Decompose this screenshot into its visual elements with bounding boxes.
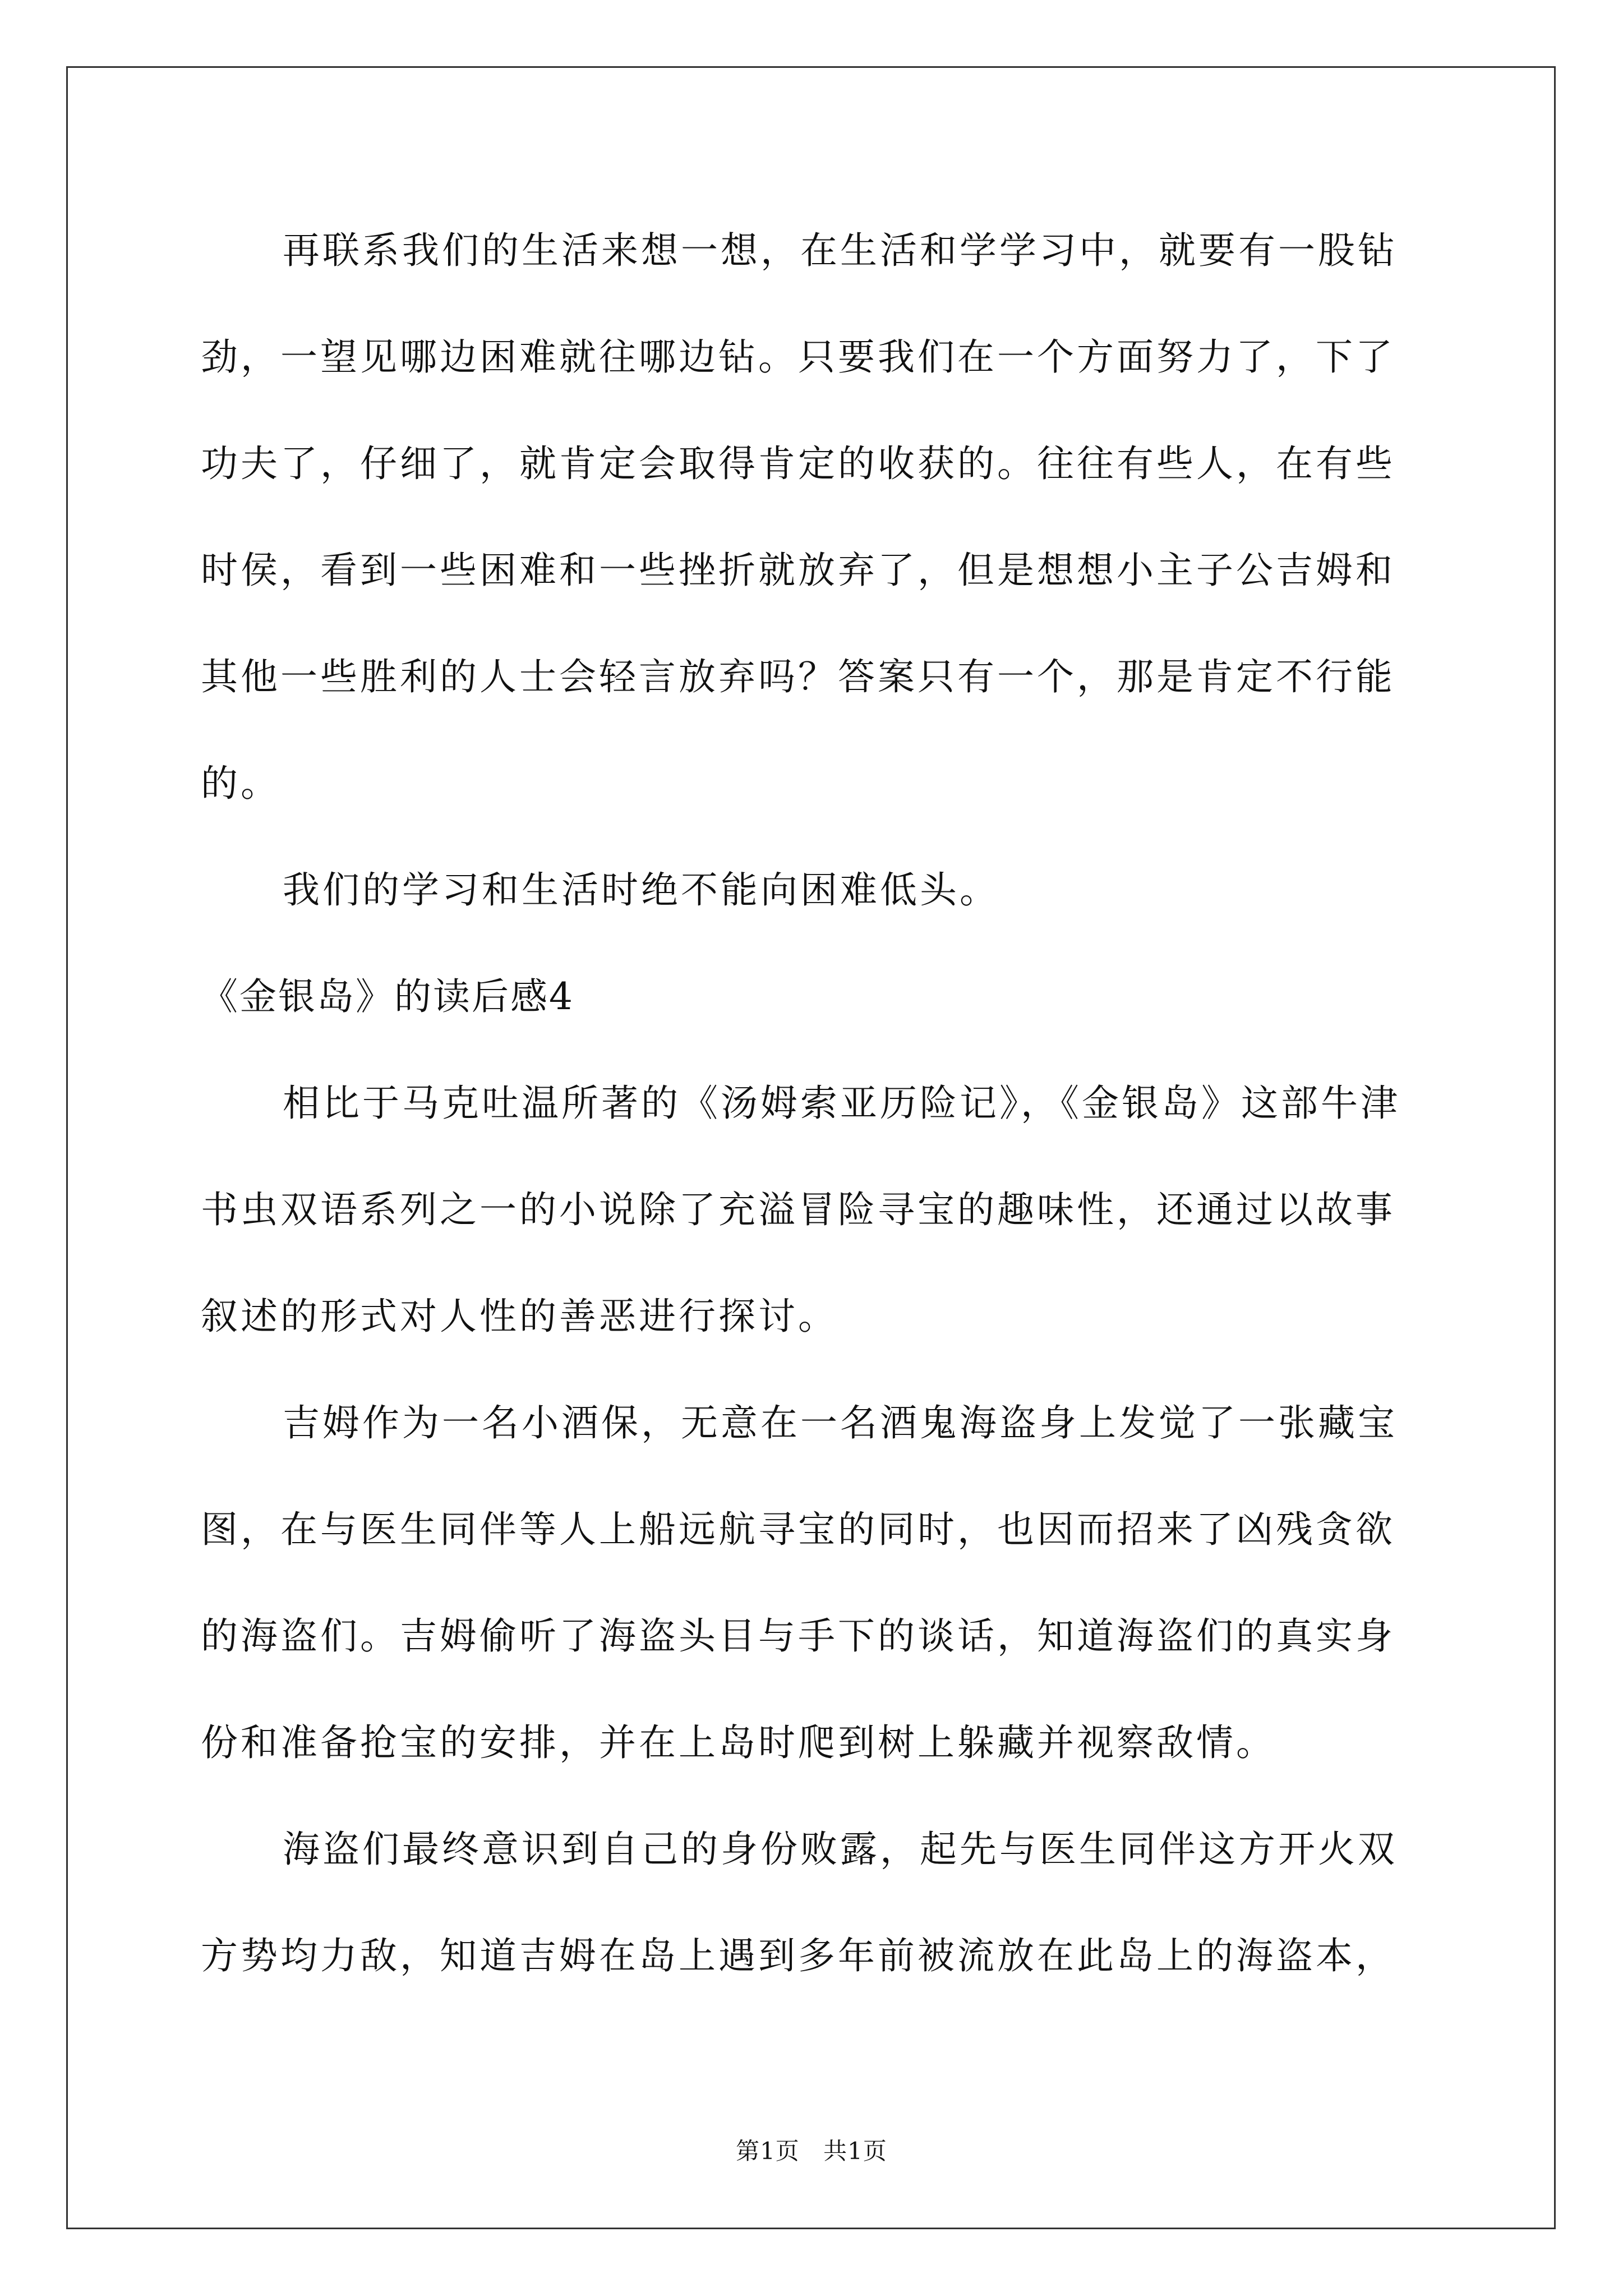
paragraph-line: 海盗们最终意识到自己的身份败露，起先与医生同伴这方开火双 — [283, 1828, 1398, 1871]
paragraph-line: 的海盗们。吉姆偷听了海盗头目与手下的谈话，知道海盗们的真实身 — [201, 1614, 1395, 1658]
page-number: 第1页 — [736, 2137, 800, 2165]
paragraph-line: 吉姆作为一名小酒保，无意在一名酒鬼海盗身上发觉了一张藏宝 — [283, 1401, 1398, 1444]
paragraph-line: 我们的学习和生活时绝不能向困难低头。 — [283, 868, 999, 912]
paragraph-line: 劲，一望见哪边困难就往哪边钻。只要我们在一个方面努力了，下了 — [201, 335, 1395, 379]
paragraph-line: 相比于马克吐温所著的《汤姆索亚历险记》，《金银岛》这部牛津 — [283, 1082, 1400, 1125]
section-heading: 《金银岛》的读后感4 — [201, 975, 574, 1018]
paragraph-line: 份和准备抢宝的安排，并在上岛时爬到树上躲藏并视察敌情。 — [201, 1721, 1276, 1764]
page-footer — [0, 2134, 1623, 2168]
paragraph-line: 叙述的形式对人性的善恶进行探讨。 — [201, 1295, 838, 1338]
paragraph-line: 方势均力敌，知道吉姆在岛上遇到多年前被流放在此岛上的海盗本， — [201, 1934, 1395, 1977]
paragraph-line: 书虫双语系列之一的小说除了充溢冒险寻宝的趣味性，还通过以故事 — [201, 1188, 1395, 1231]
paragraph-line: 时侯，看到一些困难和一些挫折就放弃了，但是想想小主子公吉姆和 — [201, 549, 1395, 592]
paragraph-line: 再联系我们的生活来想一想，在生活和学学习中，就要有一股钻 — [283, 229, 1398, 272]
paragraph-line: 其他一些胜利的人士会轻言放弃吗？答案只有一个，那是肯定不行能 — [201, 655, 1395, 698]
paragraph-line: 图，在与医生同伴等人上船远航寻宝的同时，也因而招来了凶残贪欲 — [201, 1508, 1395, 1551]
paragraph-line: 的。 — [201, 762, 280, 805]
page-border — [66, 66, 1556, 2229]
paragraph-line: 功夫了，仔细了，就肯定会取得肯定的收获的。往往有些人，在有些 — [201, 442, 1395, 485]
page-total: 共1页 — [823, 2137, 887, 2165]
